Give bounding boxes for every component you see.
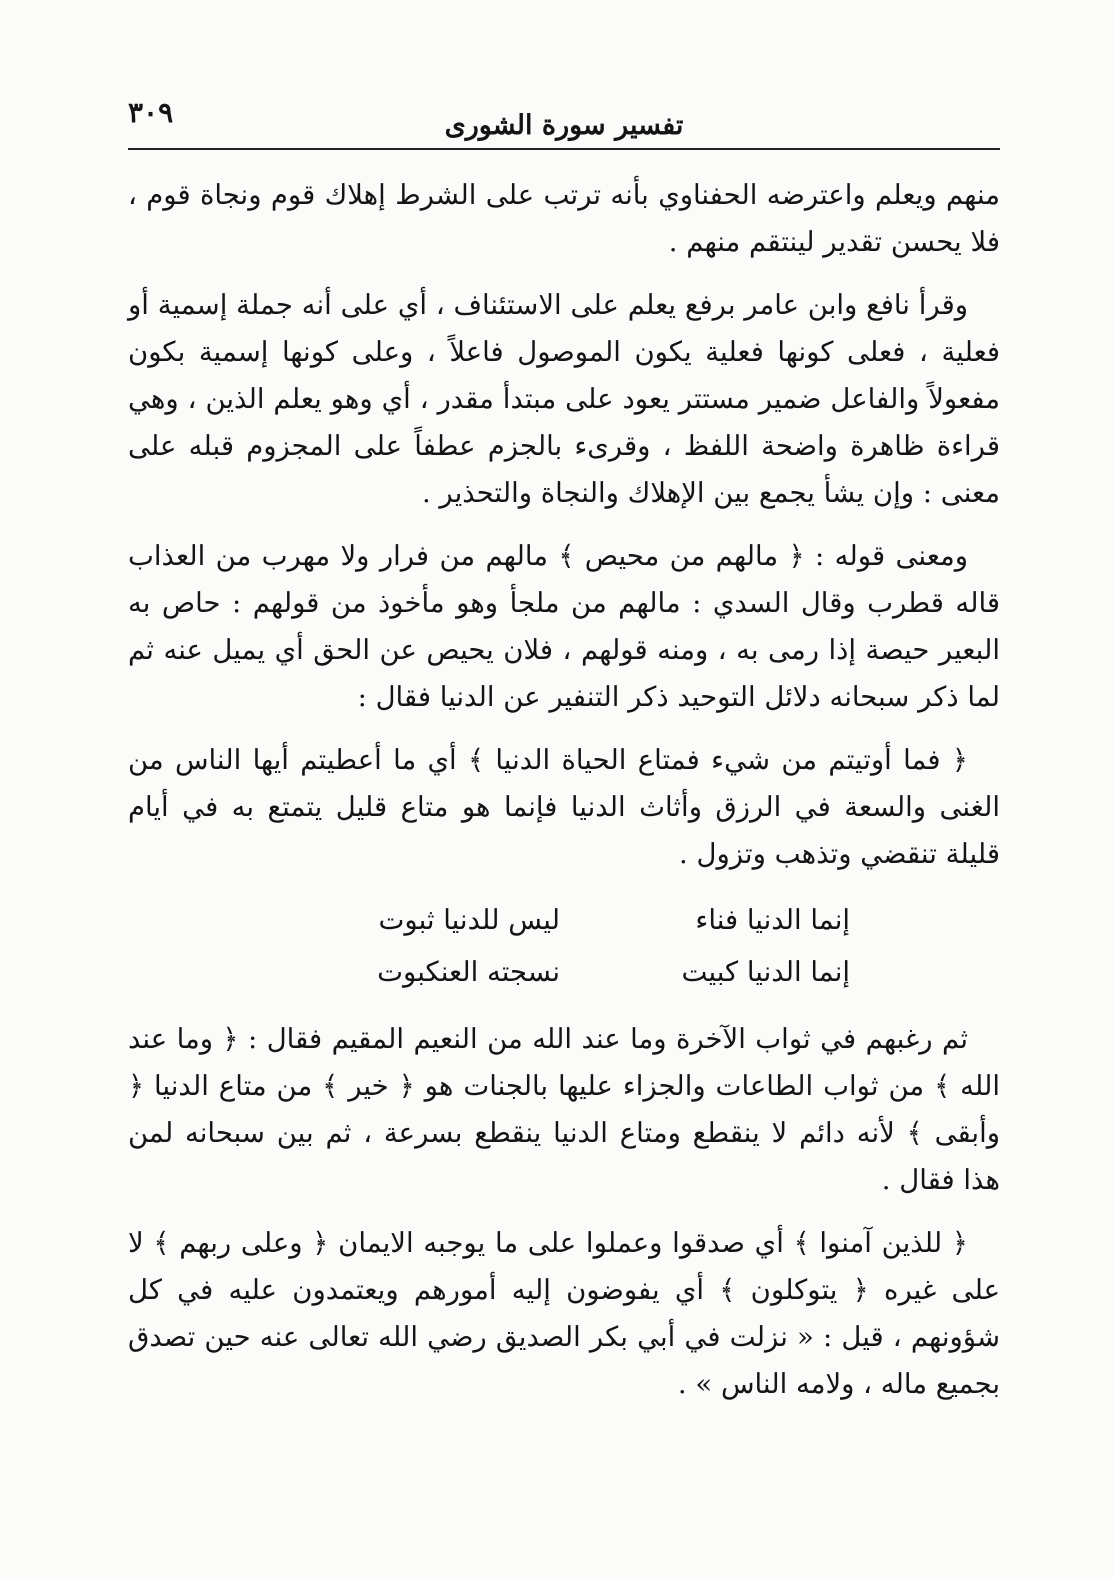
hemistich-first: إنما الدنيا كبيت bbox=[681, 956, 850, 988]
poem-verse bbox=[128, 894, 850, 946]
paragraph: منهم ويعلم واعترضه الحفناوي بأنه ترتب على الشرط إهلاك قوم ونجاة قوم ، فلا يحسن تقدير لينتقم منهم . bbox=[128, 179, 1000, 258]
paragraph: ومعنى قوله : ﴿ مالهم من محيص ﴾ مالهم من فرار ولا مهرب من العذاب قاله قطرب وقال السدي : مالهم من ملجأ وهو مأخوذ من قولهم : حاص به البعير حيصة إذا رمى به ، ومنه قولهم ، فلان يحيص عن الحق أي يميل عنه ثم لما ذكر سبحانه دلائل التوحيد ذكر التنفير عن الدنيا فقال : bbox=[128, 540, 1000, 713]
body-text bbox=[128, 172, 1000, 1424]
running-title: تفسير سورة الشورى bbox=[444, 110, 684, 141]
hemistich-second: نسجته العنكبوت bbox=[377, 956, 560, 988]
hemistich-second: ليس للدنيا ثبوت bbox=[378, 904, 560, 936]
paragraph: ﴿ فما أوتيتم من شيء فمتاع الحياة الدنيا ﴾ أي ما أعطيتم أيها الناس من الغنى والسعة في الرزق وأثاث الدنيا فإنما هو متاع قليل يتمتع به في أيام قليلة تنقضي وتذهب وتزول . bbox=[128, 744, 1000, 870]
poem bbox=[128, 894, 1000, 998]
paragraph: وقرأ نافع وابن عامر برفع يعلم على الاستئناف ، أي على أنه جملة إسمية أو فعلية ، فعلى كونها فعلية يكون الموصول فاعلاً ، وعلى كونها إسمية بكون مفعولاً والفاعل ضمير مستتر يعود على مبتدأ مقدر ، أي وهو يعلم الذين ، وهي قراءة ظاهرة واضحة اللفظ ، وقرىء بالجزم عطفاً على المجزوم قبله على معنى : وإن يشأ يجمع بين الإهلاك والنجاة والتحذير . bbox=[128, 289, 1000, 509]
page-header bbox=[128, 88, 1000, 150]
paragraph: ثم رغبهم في ثواب الآخرة وما عند الله من النعيم المقيم فقال : ﴿ وما عند الله ﴾ من ثواب الطاعات والجزاء عليها بالجنات هو ﴿ خير ﴾ من متاع الدنيا ﴿ وأبقى ﴾ لأنه دائم لا ينقطع ومتاع الدنيا ينقطع بسرعة ، ثم بين سبحانه لمن هذا فقال . bbox=[128, 1023, 1000, 1196]
hemistich-first: إنما الدنيا فناء bbox=[695, 904, 850, 936]
paragraph: ﴿ للذين آمنوا ﴾ أي صدقوا وعملوا على ما يوجبه الايمان ﴿ وعلى ربهم ﴾ لا على غيره ﴿ يتوكلون ﴾ أي يفوضون إليه أمورهم ويعتمدون عليه في كل شؤونهم ، قيل : « نزلت في أبي بكر الصديق رضي الله تعالى عنه حين تصدق بجميع ماله ، ولامه الناس » . bbox=[128, 1227, 1000, 1400]
poem-verse bbox=[128, 946, 850, 998]
page-number: ٣٠٩ bbox=[128, 96, 174, 129]
